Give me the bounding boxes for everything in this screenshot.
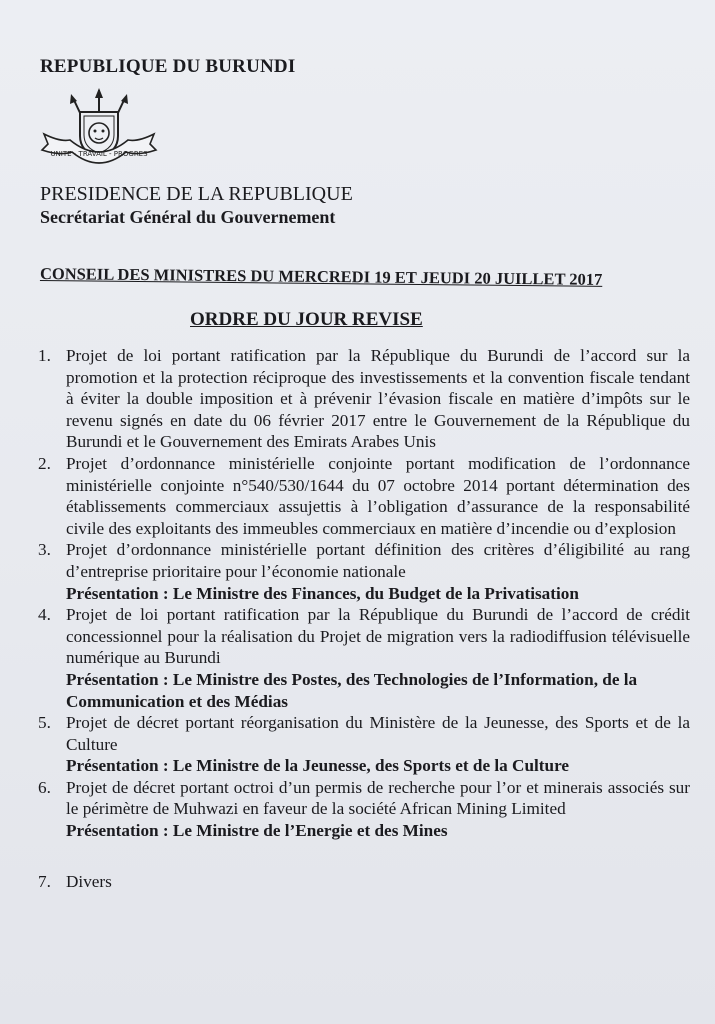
- burundi-coat-of-arms-icon: [40, 88, 158, 172]
- item-presentation: Présentation : Le Ministre de la Jeunesse, des Sports et de la Culture: [66, 756, 570, 776]
- agenda-item-6: [38, 777, 690, 842]
- item-number: 5.: [38, 713, 51, 733]
- item-number: 1.: [38, 346, 51, 365]
- item-number: 4.: [38, 605, 51, 625]
- item-text: Divers: [66, 871, 112, 891]
- agenda-item-2: [38, 453, 690, 539]
- item-text: Projet de décret portant réorganisation du Ministère de la Jeunesse, des Sports et de la Culture: [66, 713, 690, 754]
- item-text: Projet d’ordonnance ministérielle portant définition des critères d’éligibilité au rang d’entreprise prioritaire pour l’économie nationale: [66, 540, 690, 581]
- item-number: 6.: [38, 777, 51, 797]
- secretariat-heading: Secrétariat Général du Gouvernement: [40, 207, 336, 227]
- seal-motto: UNITE - TRAVAIL - PROGRES: [50, 150, 148, 158]
- agenda-item-1: [38, 345, 690, 453]
- country-heading: REPUBLIQUE DU BURUNDI: [40, 56, 296, 77]
- agenda-item-5: [38, 712, 690, 777]
- meeting-title: CONSEIL DES MINISTRES DU MERCREDI 19 ET JEUDI 20 JUILLET 2017: [39, 264, 603, 289]
- agenda-item-3: [38, 539, 690, 604]
- item-text: Projet de décret portant octroi d’un permis de recherche pour l’or et minerais associés sur le périmètre de Muhwazi en faveur de la société African Mining Limited: [66, 777, 690, 819]
- agenda-title: ORDRE DU JOUR REVISE: [190, 309, 423, 330]
- item-text: Projet d’ordonnance ministérielle conjointe portant modification de l’ordonnance ministérielle conjointe n°540/530/1644 du 07 octobre 2014 portant détermination des établissements commerciaux assujettis à l’obligation d’assurance de la responsabilité civile des exploitants des immeubles commerciaux en matière d’incendie ou d’explosion: [66, 453, 690, 538]
- item-presentation: Présentation : Le Ministre de l’Energie et des Mines: [66, 821, 448, 841]
- item-number: 3.: [38, 540, 51, 560]
- agenda-item-7: [38, 871, 690, 893]
- item-presentation: Présentation : Le Ministre des Postes, des Technologies de l’Information, de la Communication et des Médias: [66, 669, 638, 711]
- item-number: 7.: [38, 871, 51, 891]
- item-text: Projet de loi portant ratification par la République du Burundi de l’accord de crédit concessionnel pour la réalisation du Projet de migration vers la radiodiffusion télévisuelle numérique au Burundi: [66, 605, 690, 668]
- item-text: Projet de loi portant ratification par la République du Burundi de l’accord sur la promotion et la protection réciproque des investissements et la convention fiscale tendant à éviter la double imposition et à prévenir l’évasion fiscale en matière d’impôts sur le revenu signés en date du 06 février 2017 entre le Gouvernement de la République du Burundi et le Gouvernement des Emirats Arabes Unis: [66, 346, 690, 452]
- agenda-item-4: [38, 604, 690, 712]
- presidence-heading: PRESIDENCE DE LA REPUBLIQUE: [40, 183, 353, 205]
- item-number: 2.: [38, 453, 51, 473]
- agenda-list: [38, 345, 690, 892]
- item-presentation: Présentation : Le Ministre des Finances, du Budget de la Privatisation: [66, 583, 579, 603]
